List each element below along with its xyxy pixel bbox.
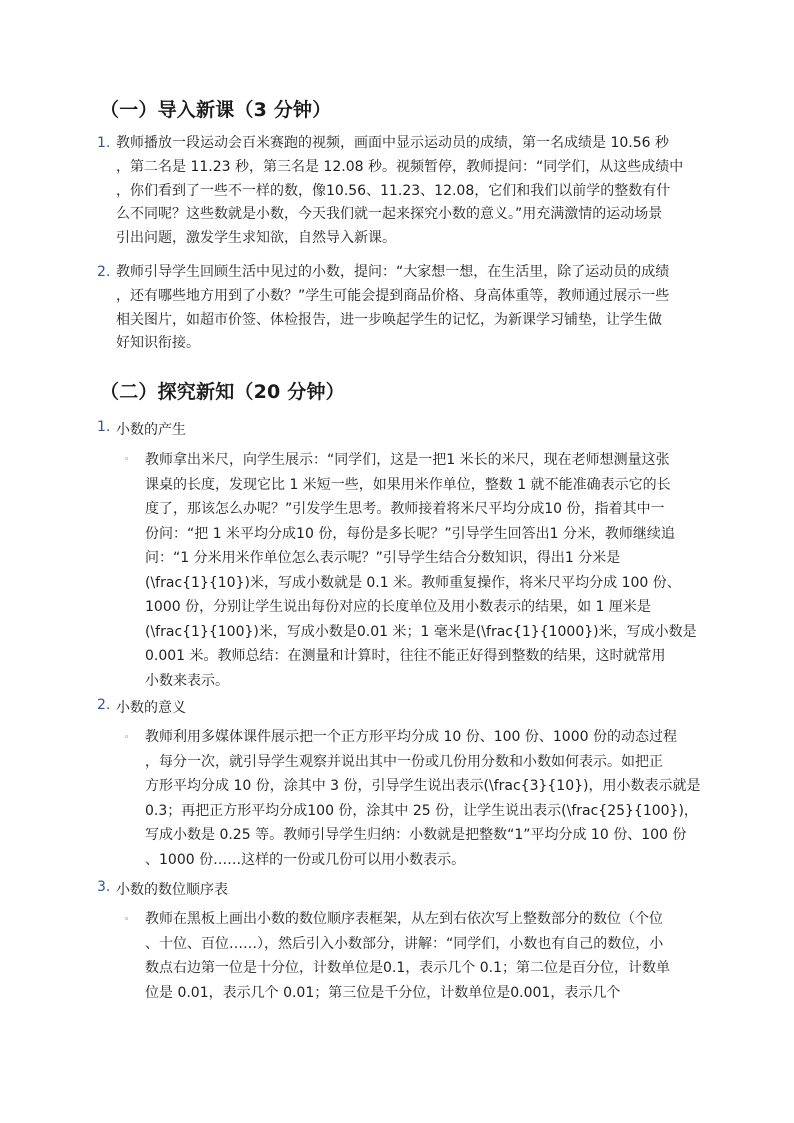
- list-item-title: 小数的产生: [116, 422, 186, 438]
- text-line: 、十位、百位……），然后引入小数部分，讲解：“同学们，小数也有自己的数位，小: [145, 935, 664, 952]
- text-line: 小数来表示。: [145, 672, 229, 689]
- text-line: 课桌的长度，发现它比 1 米短一些，如果用米作单位，整数 1 就不能准确表示它的长: [145, 476, 671, 493]
- text-line: ，第二名是 11.23 秒，第三名是 12.08 秒。视频暂停，教师提问：“同学们，从这些成绩中: [116, 158, 684, 175]
- text-line: 写成小数是 0.25 等。教师引导学生归纳：小数就是把整数“1”平均分成 10 份、100 份: [145, 827, 687, 843]
- text-line: 么不同呢？这些数就是小数，今天我们就一起来探究小数的意义。”用充满激情的运动场景: [116, 206, 663, 223]
- text-line: 位是 0.01，表示几个 0.01；第三位是千分位，计数单位是0.001，表示几个: [145, 984, 621, 1001]
- text-line: 教师拿出米尺，向学生展示：“同学们，这是一把1 米长的米尺，现在老师想测量这张: [145, 452, 670, 468]
- list-number: 3.: [97, 879, 111, 895]
- text-line: 教师利用多媒体课件展示把一个正方形平均分成 10 份、100 份、1000 份的动态过程: [145, 729, 677, 745]
- bullet-icon: ◦: [124, 455, 130, 465]
- list-item-paragraph: [116, 261, 706, 356]
- list-item-paragraph: [116, 132, 706, 251]
- text-line: 教师引导学生回顾生活中见过的小数，提问：“大家想一想，在生活里，除了运动员的成绩: [116, 264, 670, 280]
- text-line: ，你们看到了一些不一样的数，像10.56、11.23、12.08，它们和我们以前学的整数有什: [116, 182, 671, 199]
- text-line: (\frac{1}{10})米，写成小数就是 0.1 米。教师重复操作，将米尺平均分成 100 份、: [145, 574, 681, 591]
- text-line: 相关图片，如超市价签、体检报告，进一步唤起学生的记忆，为新课学习铺垫，让学生做: [116, 311, 662, 328]
- list-number: 2.: [97, 697, 111, 713]
- text-line: 1000 份，分别让学生说出每份对应的长度单位及用小数表示的结果，如 1 厘米是: [145, 599, 651, 615]
- text-line: 0.001 米。教师总结：在测量和计算时，往往不能正好得到整数的结果，这时就常用: [145, 648, 666, 664]
- text-line: 问：“1 分米用米作单位怎么表示呢？”引导学生结合分数知识，得出1 分米是: [145, 550, 621, 566]
- text-line: 好知识衔接。: [116, 335, 200, 352]
- text-line: 数点右边第一位是十分位，计数单位是0.1，表示几个 0.1；第二位是百分位，计数单: [145, 960, 670, 976]
- list-item-title: 小数的意义: [116, 700, 186, 716]
- text-line: 份问：“把 1 米平均分成10 份，每份是多长呢？”引导学生回答出1 分米，教师继续追: [145, 525, 675, 542]
- list-number: 2.: [97, 264, 111, 280]
- text-line: 教师播放一段运动会百米赛跑的视频，画面中显示运动员的成绩，第一名成绩是 10.56 秒: [116, 135, 669, 151]
- bullet-icon: ◦: [124, 915, 130, 925]
- text-line: 、1000 份……这样的一份或几份可以用小数表示。: [145, 851, 466, 868]
- section-heading-explore: （二）探究新知（20 分钟）: [100, 381, 345, 403]
- text-line: 0.3；再把正方形平均分成100 份，涂其中 25 份，让学生说出表示(\frac{25}{100})，: [145, 802, 698, 819]
- bullet-icon: ◦: [124, 733, 130, 743]
- list-number: 1.: [97, 419, 111, 435]
- text-line: 引出问题，激发学生求知欲，自然导入新课。: [116, 230, 396, 247]
- list-item-title: 小数的数位顺序表: [116, 882, 228, 898]
- text-line: 方形平均分成 10 份，涂其中 3 份，引导学生说出表示(\frac{3}{10})，用小数表示就是: [145, 778, 701, 794]
- list-item-paragraph: [145, 725, 705, 872]
- text-line: ，还有哪些地方用到了小数？”学生可能会提到商品价格、身高体重等，教师通过展示一些: [116, 287, 670, 304]
- text-line: 度了，那该怎么办呢？”引发学生思考。教师接着将米尺平均分成10 份，指着其中一: [145, 501, 665, 517]
- list-number: 1.: [97, 135, 111, 151]
- list-item-paragraph: [145, 907, 705, 1005]
- text-line: (\frac{1}{100})米，写成小数是0.01 米；1 毫米是(\frac{1}{1000})米，写成小数是: [145, 623, 697, 640]
- list-item-paragraph: [145, 448, 705, 693]
- text-line: ，每分一次，就引导学生观察并说出其中一份或几份用分数和小数如何表示。如把正: [145, 753, 663, 770]
- section-heading-intro: （一）导入新课（3 分钟）: [100, 99, 332, 121]
- text-line: 教师在黑板上画出小数的数位顺序表框架，从左到右依次写上整数部分的数位（个位: [145, 911, 663, 927]
